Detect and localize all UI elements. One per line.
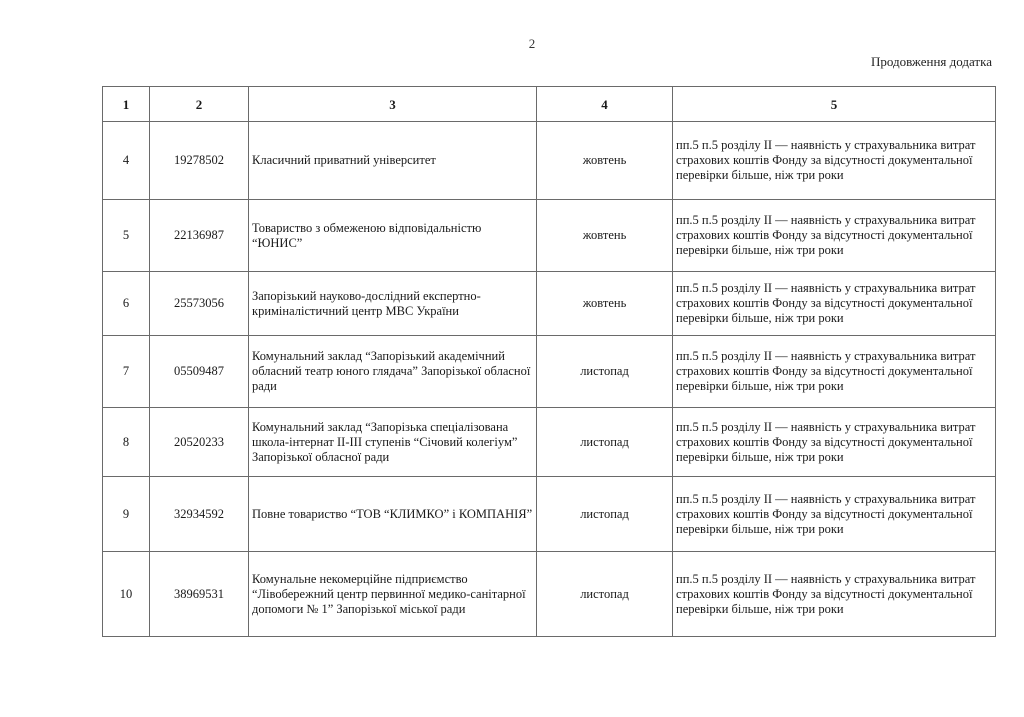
edrpou-code: 20520233 [150,408,249,477]
column-header-2: 2 [150,87,249,122]
edrpou-code: 05509487 [150,336,249,408]
table-header-row [103,87,996,122]
inspection-reason: пп.5 п.5 розділу ІІ — наявність у страхувальника витрат страхових коштів Фонду за відсутності документальної перевірки більше, ніж три роки [673,200,996,272]
inspection-month: листопад [537,552,673,637]
edrpou-code: 38969531 [150,552,249,637]
row-number: 10 [103,552,150,637]
column-header-4: 4 [537,87,673,122]
column-header-5: 5 [673,87,996,122]
table-row [103,477,996,552]
organization-name: Комунальне некомерційне підприємство “Лівобережний центр первинної медико-санітарної допомоги № 1” Запорізької міської ради [249,552,537,637]
inspection-reason: пп.5 п.5 розділу ІІ — наявність у страхувальника витрат страхових коштів Фонду за відсутності документальної перевірки більше, ніж три роки [673,336,996,408]
organization-name: Товариство з обмеженою відповідальністю “ЮНИС” [249,200,537,272]
inspection-reason: пп.5 п.5 розділу ІІ — наявність у страхувальника витрат страхових коштів Фонду за відсутності документальної перевірки більше, ніж три роки [673,122,996,200]
page-number: 2 [528,36,536,51]
inspection-month: жовтень [537,272,673,336]
organization-name: Запорізький науково-дослідний експертно-криміналістичний центр МВС України [249,272,537,336]
column-header-3: 3 [249,87,537,122]
inspection-month: листопад [537,408,673,477]
table-row [103,272,996,336]
row-number: 4 [103,122,150,200]
row-number: 7 [103,336,150,408]
inspection-reason: пп.5 п.5 розділу ІІ — наявність у страхувальника витрат страхових коштів Фонду за відсутності документальної перевірки більше, ніж три роки [673,477,996,552]
inspection-month: жовтень [537,122,673,200]
edrpou-code: 25573056 [150,272,249,336]
organization-name: Повне товариство “ТОВ “КЛИМКО” і КОМПАНІЯ” [249,477,537,552]
inspection-reason: пп.5 п.5 розділу ІІ — наявність у страхувальника витрат страхових коштів Фонду за відсутності документальної перевірки більше, ніж три роки [673,552,996,637]
inspection-month: листопад [537,336,673,408]
table-row [103,336,996,408]
row-number: 5 [103,200,150,272]
edrpou-code: 19278502 [150,122,249,200]
row-number: 8 [103,408,150,477]
organization-name: Комунальний заклад “Запорізька спеціалізована школа-інтернат ІІ-ІІІ ступенів “Січовий колегіум” Запорізької обласної ради [249,408,537,477]
inspection-reason: пп.5 п.5 розділу ІІ — наявність у страхувальника витрат страхових коштів Фонду за відсутності документальної перевірки більше, ніж три роки [673,272,996,336]
edrpou-code: 32934592 [150,477,249,552]
table-row [103,408,996,477]
edrpou-code: 22136987 [150,200,249,272]
inspection-month: листопад [537,477,673,552]
organization-name: Комунальний заклад “Запорізький академічний обласний театр юного глядача” Запорізької обласної ради [249,336,537,408]
table-row [103,200,996,272]
table-row [103,552,996,637]
appendix-table [102,86,996,637]
continuation-label: Продовження додатка [871,54,992,69]
organization-name: Класичний приватний університет [249,122,537,200]
inspection-month: жовтень [537,200,673,272]
column-header-1: 1 [103,87,150,122]
inspection-reason: пп.5 п.5 розділу ІІ — наявність у страхувальника витрат страхових коштів Фонду за відсутності документальної перевірки більше, ніж три роки [673,408,996,477]
row-number: 9 [103,477,150,552]
row-number: 6 [103,272,150,336]
table-row [103,122,996,200]
